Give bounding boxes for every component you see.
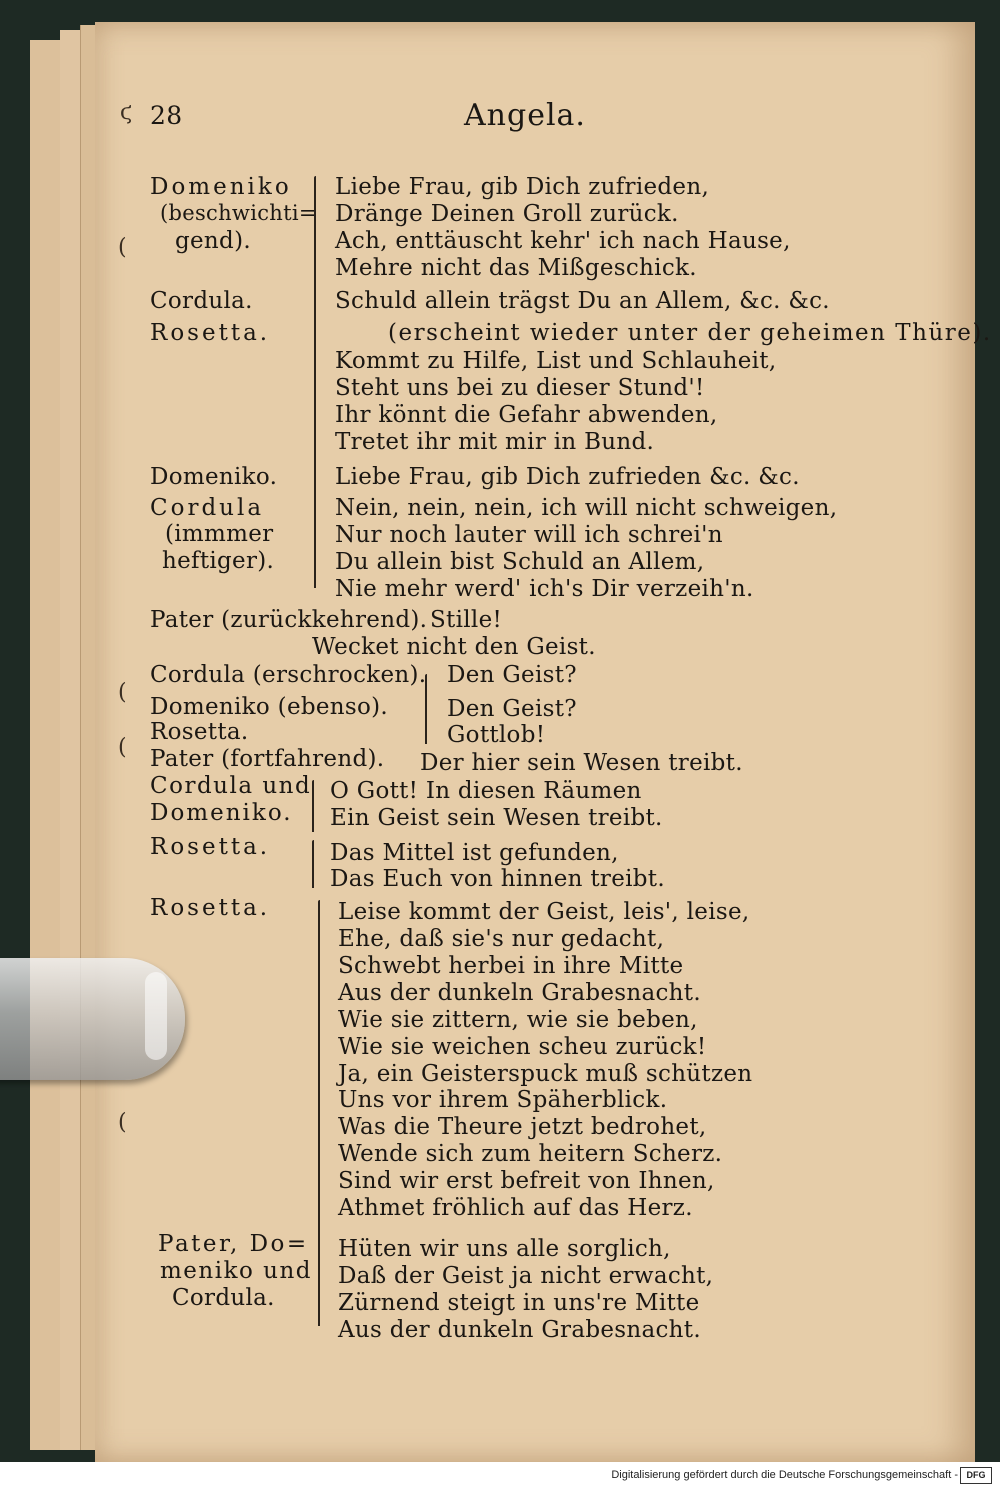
verse-line: Liebe Frau, gib Dich zufrieden &c. &c. — [335, 464, 800, 490]
stage-direction: (erscheint wieder unter der geheimen Thüre). — [388, 320, 992, 346]
speaker-cordula-und: Cordula und — [150, 773, 312, 799]
brace — [312, 780, 314, 832]
brace — [425, 674, 427, 744]
verse-line: Was die Theure jetzt bedrohet, — [338, 1114, 707, 1140]
speaker-pater: Cordula. — [172, 1285, 275, 1311]
verse-line: Ja, ein Geisterspuck muß schützen — [338, 1061, 753, 1087]
verse-line: Den Geist? — [447, 696, 577, 722]
speaker-domeniko: Domeniko — [150, 174, 292, 200]
left-page-fragment: ( — [118, 235, 127, 260]
verse-line: Sind wir erst befreit von Ihnen, — [338, 1168, 715, 1194]
stage-direction: heftiger). — [162, 548, 275, 574]
verse-line: Leise kommt der Geist, leis', leise, — [338, 899, 750, 925]
verse-line: Nein, nein, nein, ich will nicht schweigen, — [335, 495, 838, 521]
verse-line: Wende sich zum heitern Scherz. — [338, 1141, 723, 1167]
speaker-cordula: Cordula (erschrocken). — [150, 662, 427, 688]
verse-line: Du allein bist Schuld an Allem, — [335, 549, 705, 575]
dfg-logo-icon: DFG — [960, 1467, 992, 1484]
speaker-domeniko: Domeniko. — [150, 464, 278, 490]
verse-line: Schwebt herbei in ihre Mitte — [338, 953, 684, 979]
glass-page-weight — [0, 958, 185, 1080]
verse-line: Gottlob! — [447, 722, 546, 748]
verse-line: Mehre nicht das Mißgeschick. — [335, 255, 697, 281]
speaker-cordula: Cordula. — [150, 288, 253, 314]
verse-line: Ein Geist sein Wesen treibt. — [330, 805, 663, 831]
footer-text: Digitalisierung gefördert durch die Deutsche Forschungsgemeinschaft - — [611, 1469, 958, 1481]
speaker-pater: Pater (fortfahrend). — [150, 746, 385, 772]
verse-line: Das Mittel ist gefunden, — [330, 840, 619, 866]
verse-line: Den Geist? — [447, 662, 577, 688]
verse-line: Wie sie zittern, wie sie beben, — [338, 1007, 698, 1033]
left-page-fragment: ( — [118, 680, 127, 705]
speaker-cordula: Cordula — [150, 495, 265, 521]
verse-line: Ehe, daß sie's nur gedacht, — [338, 926, 665, 952]
verse-line: Aus der dunkeln Grabesnacht. — [338, 1317, 701, 1343]
brace — [318, 900, 320, 1326]
speaker-rosetta: Rosetta. — [150, 719, 249, 745]
speaker-pater: Pater (zurückkehrend). — [150, 607, 428, 633]
speaker-rosetta: Rosetta. — [150, 834, 271, 860]
speaker-rosetta: Rosetta. — [150, 895, 271, 921]
stage-direction: gend). — [175, 228, 251, 254]
speaker-pater: Pater, Do= — [158, 1231, 309, 1257]
verse-line: Tretet ihr mit mir in Bund. — [335, 429, 655, 455]
verse-line: Ach, enttäuscht kehr' ich nach Hause, — [335, 228, 791, 254]
footer-bar — [0, 1462, 1000, 1488]
verse-line: Das Euch von hinnen treibt. — [330, 866, 665, 892]
verse-line: Uns vor ihrem Späherblick. — [338, 1087, 668, 1113]
speaker-pater: meniko und — [160, 1258, 313, 1284]
verse-line: Nie mehr werd' ich's Dir verzeih'n. — [335, 576, 754, 602]
stage-direction: (beschwichti= — [160, 201, 317, 225]
verse-line: Wie sie weichen scheu zurück! — [338, 1034, 707, 1060]
verse-line: Liebe Frau, gib Dich zufrieden, — [335, 174, 710, 200]
brace — [312, 840, 314, 888]
verse-line: Aus der dunkeln Grabesnacht. — [338, 980, 701, 1006]
verse-line: Hüten wir uns alle sorglich, — [338, 1236, 671, 1262]
verse-line: Schuld allein trägst Du an Allem, &c. &c. — [335, 288, 830, 314]
verse-line: Stille! — [430, 607, 503, 633]
page-number: 28 — [150, 101, 183, 130]
brace — [314, 176, 316, 588]
verse-line: Der hier sein Wesen treibt. — [420, 750, 743, 776]
speaker-domeniko: Domeniko. — [150, 800, 293, 826]
verse-line: Wecket nicht den Geist. — [312, 634, 596, 660]
verse-line: Athmet fröhlich auf das Herz. — [338, 1195, 693, 1221]
verse-line: Daß der Geist ja nicht erwacht, — [338, 1263, 714, 1289]
verse-line: Dränge Deinen Groll zurück. — [335, 201, 679, 227]
left-page-fragment: ( — [118, 1110, 127, 1135]
verse-line: Steht uns bei zu dieser Stund'! — [335, 375, 705, 401]
left-page-fragment: ϛ — [120, 100, 133, 125]
stage-direction: (immmer — [165, 521, 274, 547]
verse-line: Nur noch lauter will ich schrei'n — [335, 522, 723, 548]
left-page-fragment: ( — [118, 735, 127, 760]
verse-line: Kommt zu Hilfe, List und Schlauheit, — [335, 348, 777, 374]
speaker-rosetta: Rosetta. — [150, 320, 271, 346]
verse-line: O Gott! In diesen Räumen — [330, 778, 642, 804]
verse-line: Zürnend steigt in uns're Mitte — [338, 1290, 700, 1316]
speaker-domeniko: Domeniko (ebenso). — [150, 694, 389, 720]
verse-line: Ihr könnt die Gefahr abwenden, — [335, 402, 718, 428]
running-title: Angela. — [464, 98, 586, 133]
